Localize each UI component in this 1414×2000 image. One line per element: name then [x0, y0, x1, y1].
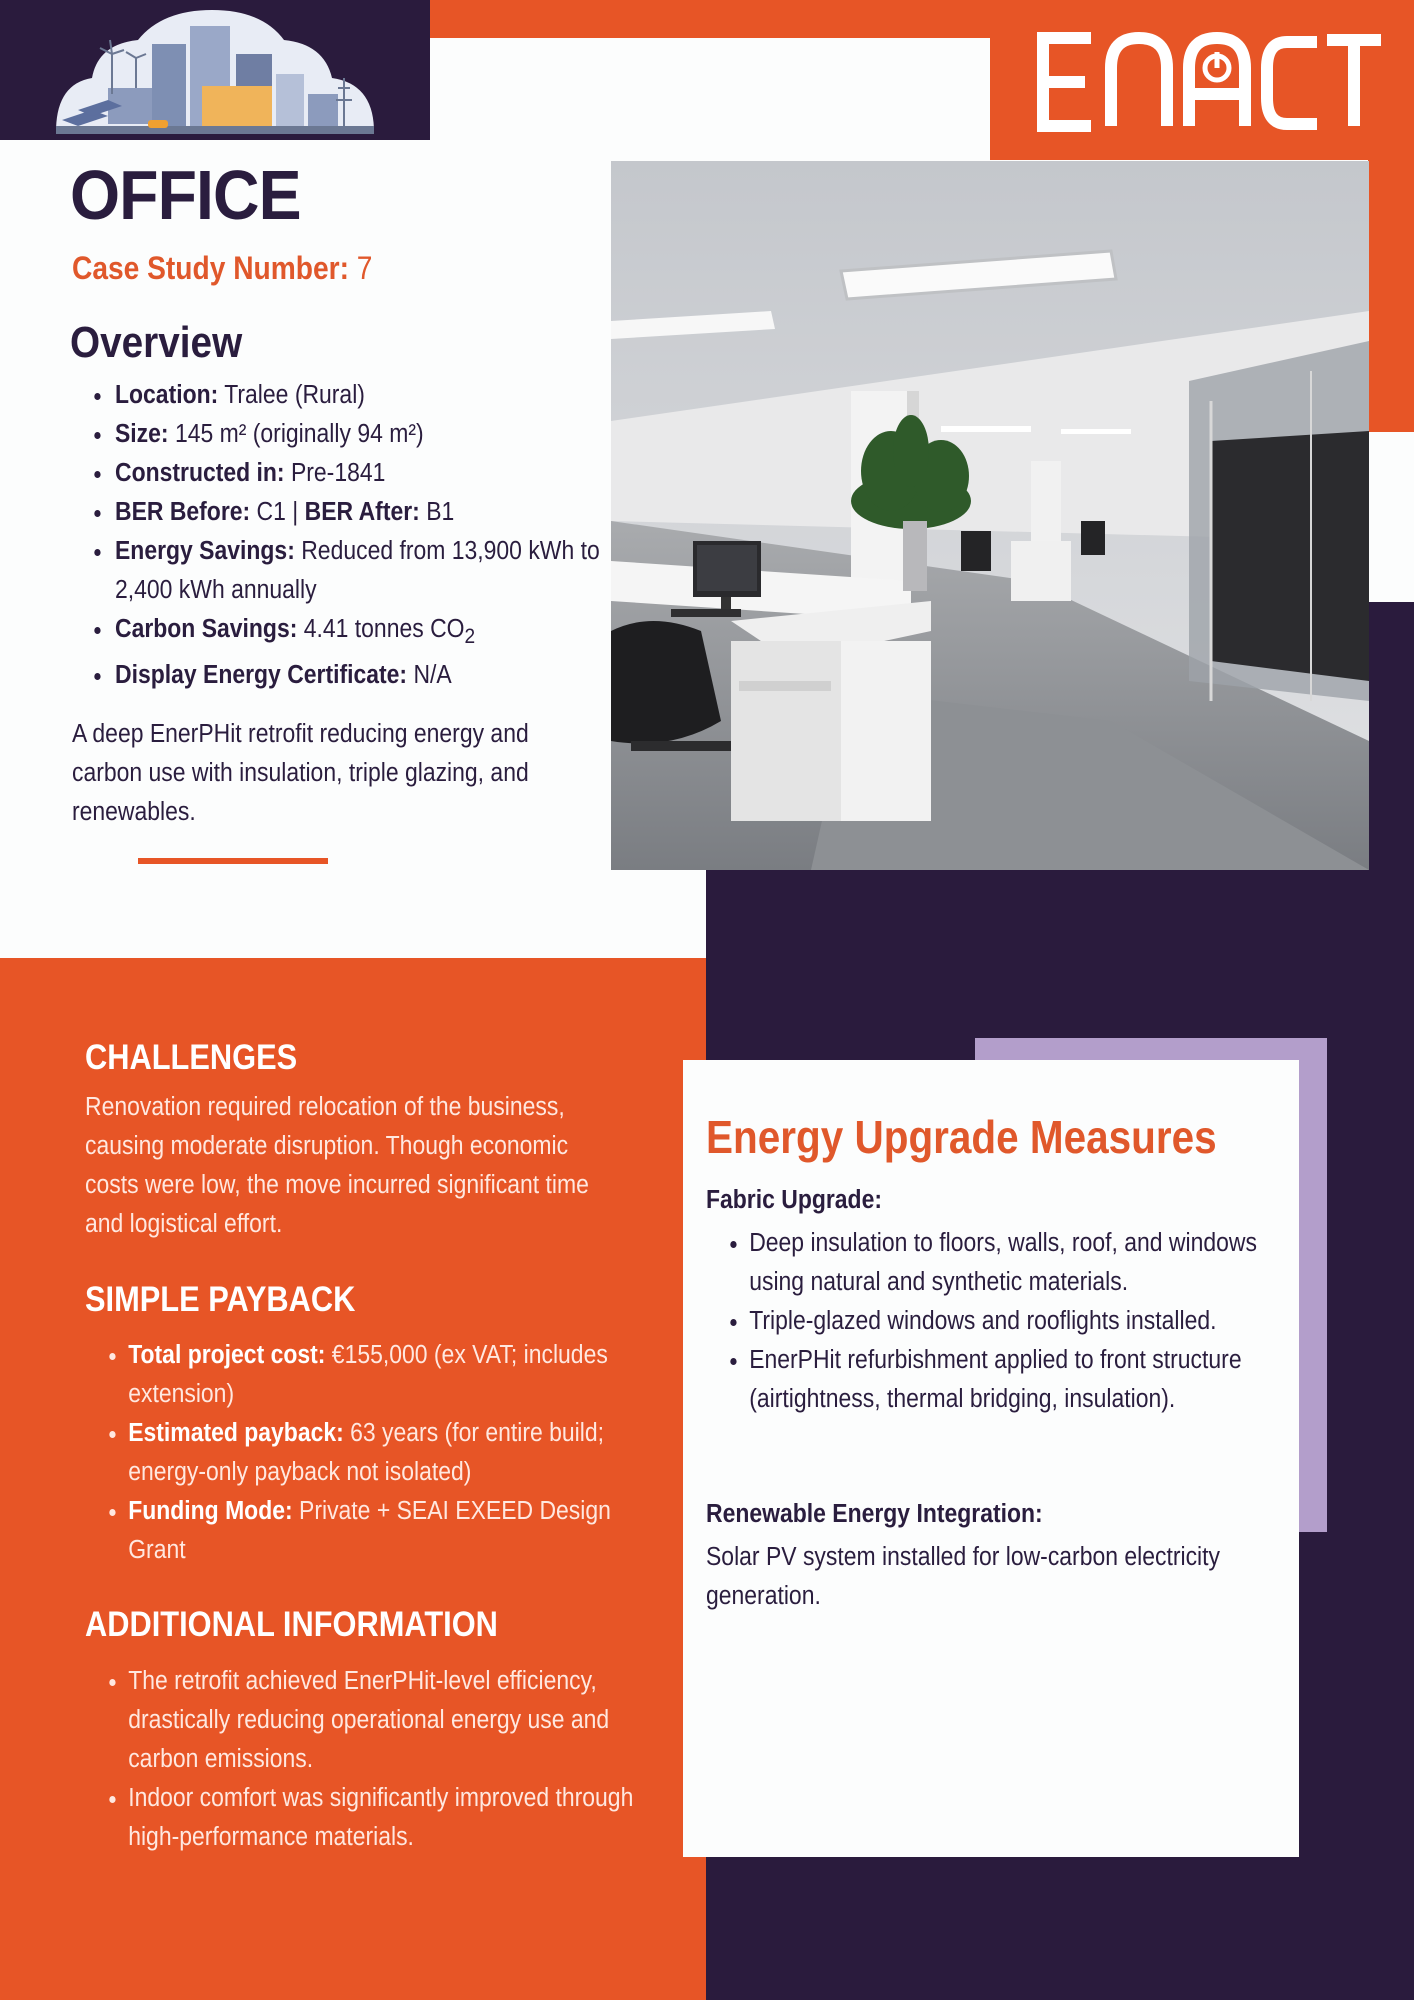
overview-heading: Overview	[70, 318, 243, 367]
right-orange-strip	[1368, 160, 1414, 432]
challenges-heading: CHALLENGES	[85, 1038, 298, 1077]
list-item: • Location: Tralee (Rural)	[113, 376, 617, 415]
list-item: • Deep insulation to floors, walls, roof, and windows using natural and synthetic materials.	[749, 1224, 1307, 1302]
additional-info-list	[85, 1662, 668, 1857]
office-photo	[611, 161, 1369, 870]
payback-heading: SIMPLE PAYBACK	[85, 1280, 356, 1319]
list-item: • Display Energy Certificate: N/A	[113, 656, 617, 695]
list-item: • Constructed in: Pre-1841	[113, 454, 617, 493]
list-item: • Estimated payback: 63 years (for entire build; energy-only payback not isolated)	[128, 1414, 668, 1492]
overview-list	[70, 376, 617, 695]
case-study-label: Case Study Number:	[72, 250, 349, 286]
list-item: • The retrofit achieved EnerPHit-level efficiency, drastically reducing operational energy use and carbon emissions.	[128, 1662, 668, 1779]
list-item: • BER Before: C1 | BER After: B1	[113, 493, 617, 532]
renewable-energy-label: Renewable Energy Integration:	[706, 1500, 1043, 1528]
payback-list	[85, 1336, 668, 1570]
list-item: • Indoor comfort was significantly improved through high-performance materials.	[128, 1779, 668, 1857]
list-item: • Funding Mode: Private + SEAI EXEED Design Grant	[128, 1492, 668, 1570]
measures-card	[683, 1060, 1299, 1857]
measures-heading: Energy Upgrade Measures	[706, 1111, 1217, 1163]
list-item: • Energy Savings: Reduced from 13,900 kWh to 2,400 kWh annually	[113, 532, 617, 610]
case-study-value: 7	[356, 250, 373, 286]
list-item: • EnerPHit refurbishment applied to front structure (airtightness, thermal bridging, insulation).	[749, 1341, 1307, 1419]
divider	[138, 858, 328, 864]
renewable-energy-text: Solar PV system installed for low-carbon electricity generation.	[706, 1543, 1221, 1610]
list-item: • Carbon Savings: 4.41 tonnes $CO_2$	[113, 610, 617, 656]
fabric-upgrade-label: Fabric Upgrade:	[706, 1186, 882, 1214]
overview-summary: A deep EnerPHit retrofit reducing energy and carbon use with insulation, triple glazing, and renewables.	[72, 720, 529, 826]
case-study-number	[72, 250, 372, 287]
list-item: • Size: 145 m² (originally 94 m²)	[113, 415, 617, 454]
fabric-upgrade-list	[706, 1224, 1307, 1419]
list-item: • Total project cost: €155,000 (ex VAT; includes extension)	[128, 1336, 668, 1414]
city-skyline-illustration	[52, 4, 378, 136]
additional-info-heading: ADDITIONAL INFORMATION	[85, 1605, 498, 1644]
enact-logo	[1035, 28, 1383, 138]
page-title: OFFICE	[70, 156, 301, 234]
list-item: • Triple-glazed windows and rooflights installed.	[749, 1302, 1307, 1341]
challenges-text: Renovation required relocation of the business, causing moderate disruption. Though economic costs were low, the move incurred significant time and logistical effort.	[85, 1093, 589, 1238]
